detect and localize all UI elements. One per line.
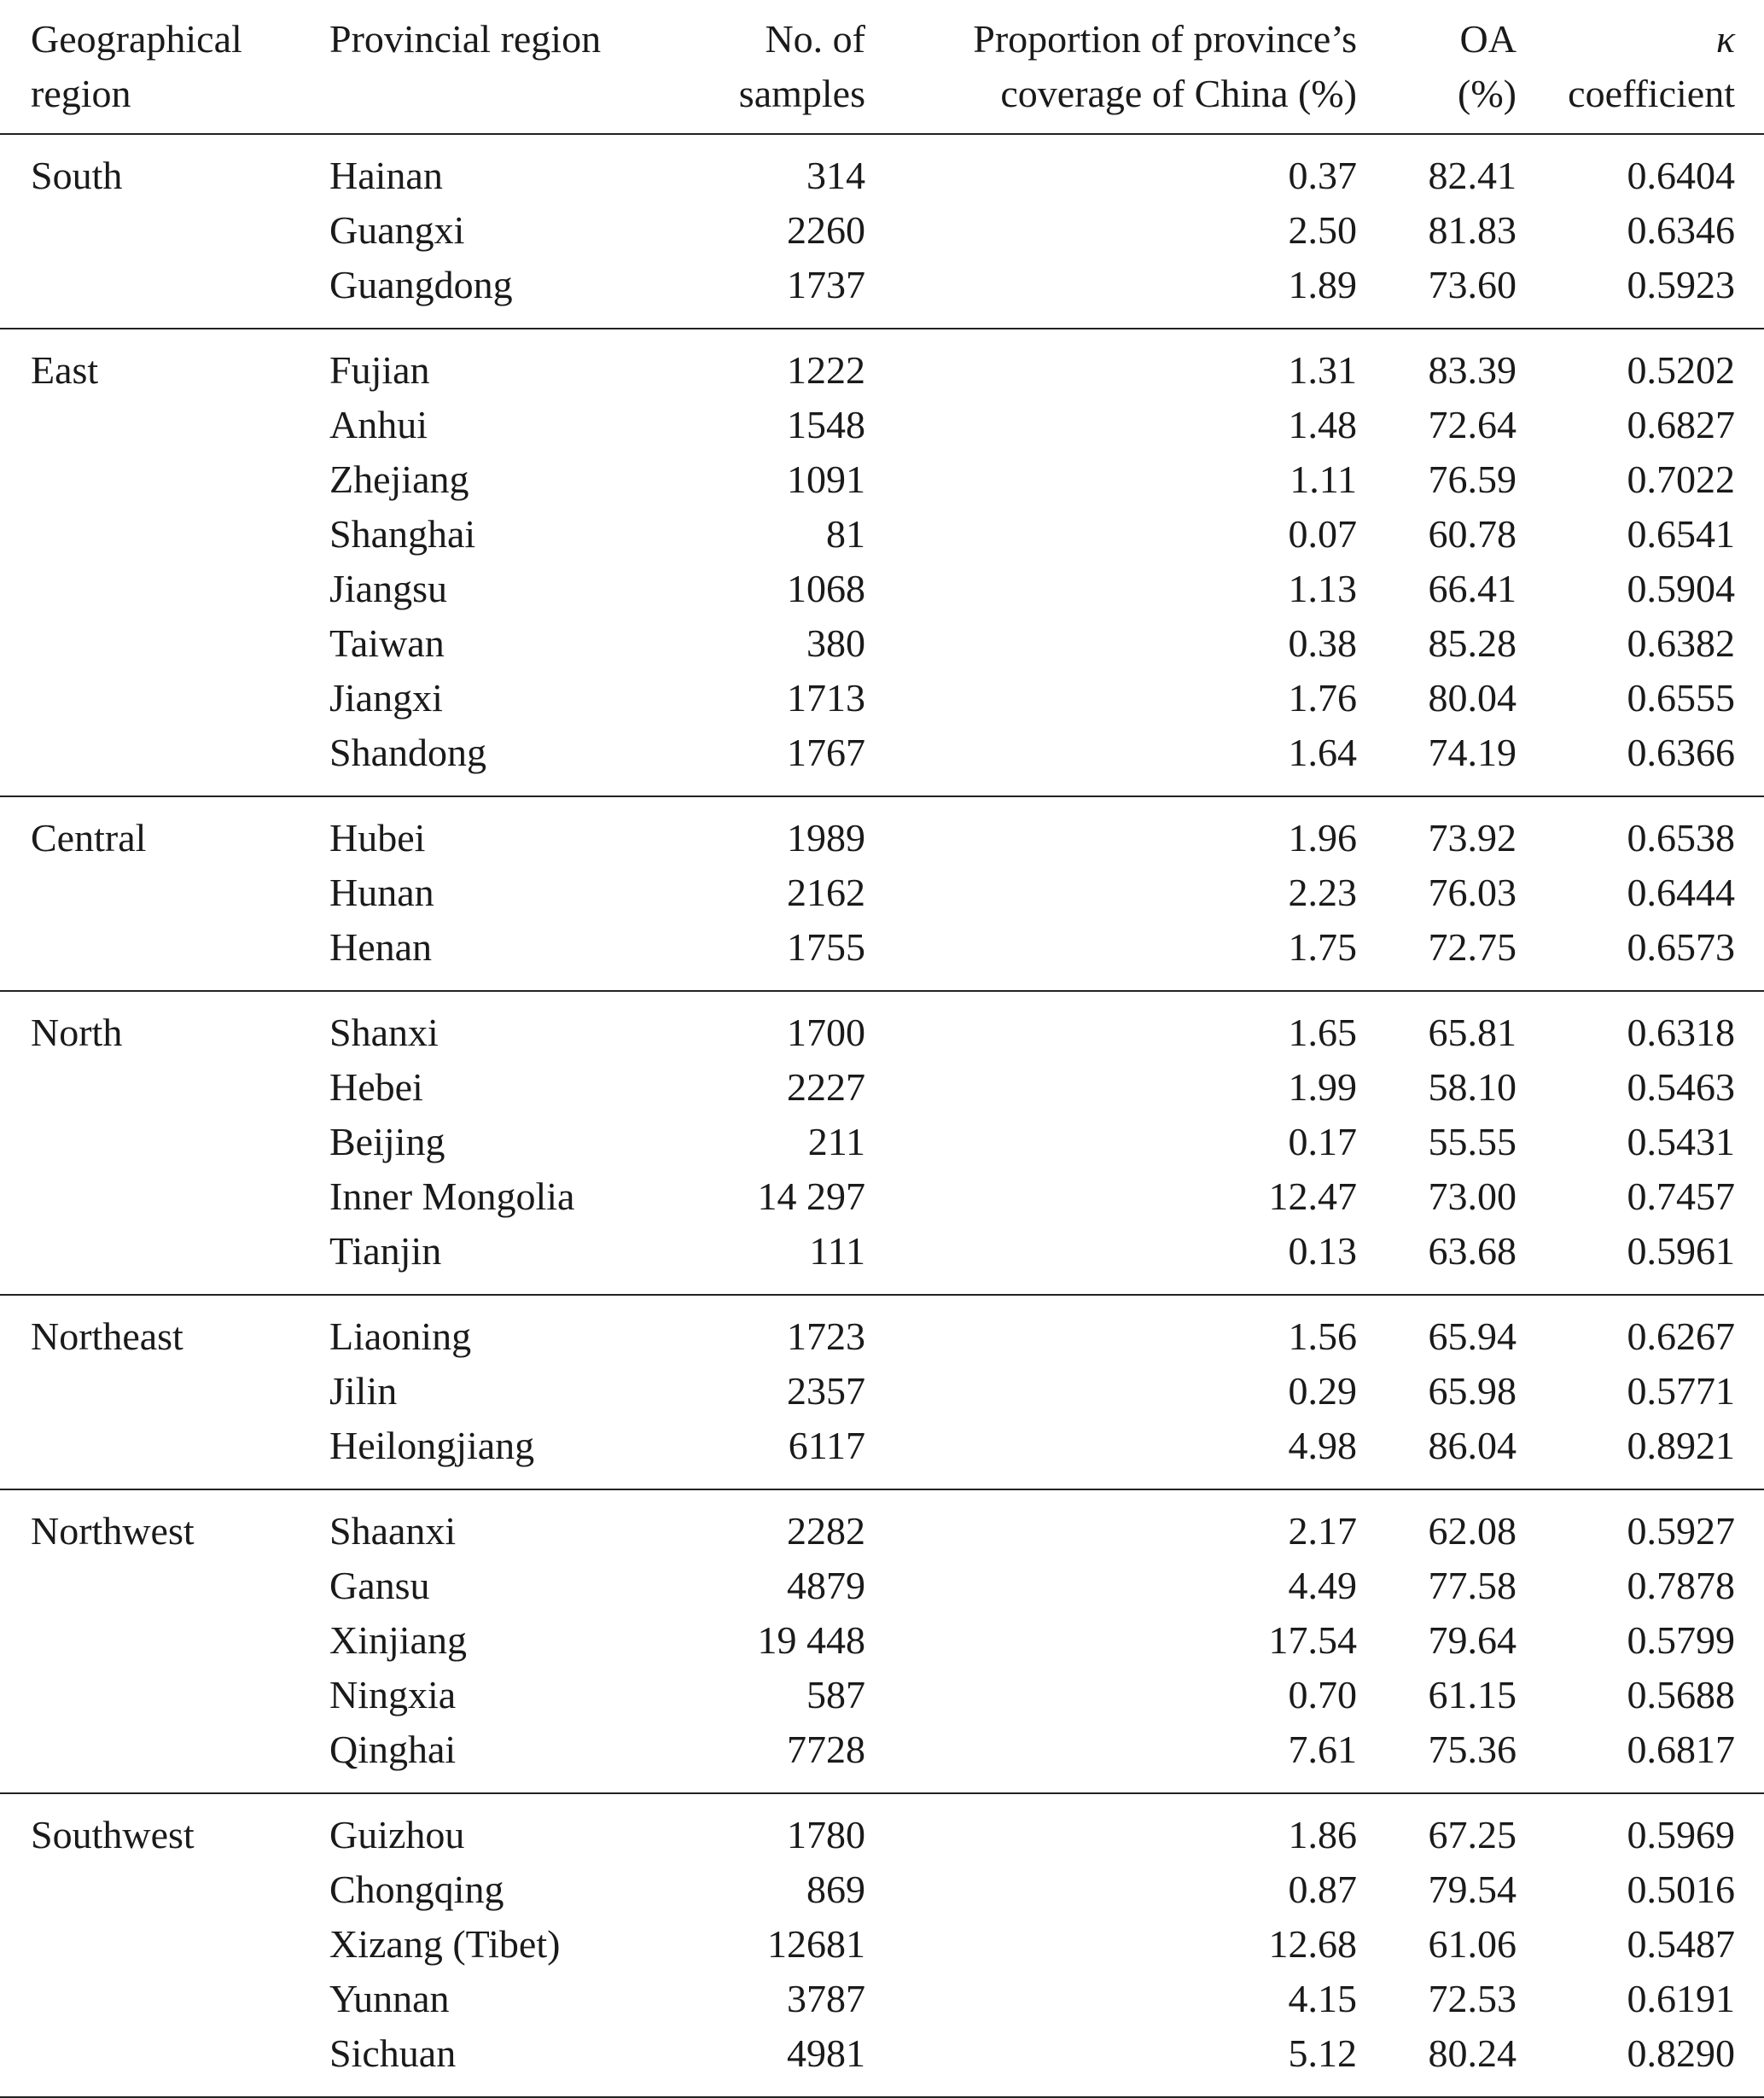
province-cell: Fujian: [329, 348, 430, 392]
samples-cell: 314: [806, 154, 865, 197]
oa-cell: 73.92: [1428, 816, 1517, 860]
province-cell: Shanghai: [329, 512, 476, 556]
kappa-cell: 0.5927: [1627, 1509, 1735, 1553]
proportion-cell: 1.64: [1288, 731, 1357, 774]
samples-cell: 111: [809, 1229, 865, 1273]
kappa-cell: 0.6573: [1627, 925, 1735, 969]
samples-cell: 211: [807, 1120, 865, 1163]
samples-cell: 1222: [787, 348, 865, 392]
oa-cell: 75.36: [1428, 1728, 1517, 1771]
oa-cell: 66.41: [1428, 567, 1517, 610]
proportion-cell: 0.37: [1288, 154, 1357, 197]
kappa-cell: 0.5016: [1627, 1868, 1735, 1911]
table-row: [0, 1489, 1764, 1559]
oa-cell: 80.04: [1428, 676, 1517, 720]
samples-cell: 14 297: [757, 1174, 865, 1218]
samples-cell: 1723: [787, 1314, 865, 1358]
oa-cell: 76.03: [1428, 871, 1517, 914]
kappa-cell: 0.6541: [1627, 512, 1735, 556]
proportion-cell: 0.29: [1288, 1369, 1357, 1413]
table-row: [0, 329, 1764, 398]
oa-cell: 79.64: [1428, 1618, 1517, 1662]
kappa-cell: 0.7878: [1627, 1564, 1735, 1607]
kappa-cell: 0.6404: [1627, 154, 1735, 197]
table-row: [0, 1793, 1764, 1862]
geographical-region-cell: Northwest: [31, 1509, 195, 1553]
proportion-cell: 4.98: [1288, 1424, 1357, 1467]
province-cell: Hunan: [329, 871, 434, 914]
geographical-region-cell: East: [31, 348, 99, 392]
samples-cell: 81: [826, 512, 865, 556]
province-cell: Guizhou: [329, 1813, 465, 1856]
samples-cell: 19 448: [757, 1618, 865, 1662]
oa-cell: 65.94: [1428, 1314, 1517, 1358]
oa-cell: 60.78: [1428, 512, 1517, 556]
province-cell: Shanxi: [329, 1011, 439, 1054]
proportion-cell: 0.70: [1288, 1673, 1357, 1716]
kappa-cell: 0.5431: [1627, 1120, 1735, 1163]
province-cell: Ningxia: [329, 1673, 457, 1716]
oa-cell: 83.39: [1428, 348, 1517, 392]
samples-cell: 380: [806, 621, 865, 665]
oa-cell: 67.25: [1428, 1813, 1517, 1856]
samples-cell: 587: [806, 1673, 865, 1716]
oa-cell: 72.53: [1428, 1977, 1517, 2020]
oa-cell: 74.19: [1428, 731, 1517, 774]
kappa-cell: 0.5487: [1627, 1922, 1735, 1966]
samples-cell: 1767: [787, 731, 865, 774]
kappa-cell: 0.6191: [1627, 1977, 1735, 2020]
province-cell: Chongqing: [329, 1868, 504, 1911]
province-cell: Hebei: [329, 1065, 423, 1109]
oa-cell: 79.54: [1428, 1868, 1517, 1911]
oa-cell: 55.55: [1428, 1120, 1517, 1163]
oa-cell: 65.81: [1428, 1011, 1517, 1054]
province-cell: Shandong: [329, 731, 486, 774]
kappa-cell: 0.6817: [1627, 1728, 1735, 1771]
header-no-of-samples: No. of samples: [738, 17, 865, 115]
province-cell: Jiangsu: [329, 567, 447, 610]
geographical-region-cell: South: [31, 154, 123, 197]
kappa-cell: 0.6444: [1627, 871, 1735, 914]
province-cell: Jiangxi: [329, 676, 443, 720]
province-cell: Sichuan: [329, 2031, 457, 2075]
proportion-cell: 2.23: [1288, 871, 1357, 914]
samples-cell: 2260: [787, 208, 865, 252]
header-kappa: κ coefficient: [1568, 17, 1735, 115]
kappa-cell: 0.7457: [1627, 1174, 1735, 1218]
oa-cell: 86.04: [1428, 1424, 1517, 1467]
table-row: [0, 1295, 1764, 1364]
table-header: [0, 0, 1764, 134]
kappa-cell: 0.6555: [1627, 676, 1735, 720]
oa-cell: 72.64: [1428, 403, 1517, 446]
table-row: [0, 796, 1764, 865]
proportion-cell: 1.86: [1288, 1813, 1357, 1856]
proportion-cell: 1.96: [1288, 816, 1357, 860]
kappa-cell: 0.5202: [1627, 348, 1735, 392]
proportion-cell: 0.17: [1288, 1120, 1357, 1163]
province-cell: Guangxi: [329, 208, 465, 252]
samples-cell: 1989: [787, 816, 865, 860]
proportion-cell: 17.54: [1268, 1618, 1357, 1662]
kappa-cell: 0.6366: [1627, 731, 1735, 774]
header-oa: OA (%): [1458, 17, 1517, 115]
header-proportion: Proportion of province’s coverage of China (%): [973, 17, 1357, 115]
geographical-region-cell: Northeast: [31, 1314, 183, 1358]
oa-cell: 58.10: [1428, 1065, 1517, 1109]
samples-cell: 2282: [787, 1509, 865, 1553]
proportion-cell: 4.15: [1288, 1977, 1357, 2020]
samples-cell: 2227: [787, 1065, 865, 1109]
kappa-cell: 0.8290: [1627, 2031, 1735, 2075]
samples-cell: 1713: [787, 676, 865, 720]
province-cell: Shaanxi: [329, 1509, 457, 1553]
proportion-cell: 1.65: [1288, 1011, 1357, 1054]
proportion-cell: 2.17: [1288, 1509, 1357, 1553]
samples-cell: 7728: [787, 1728, 865, 1771]
table-body: [0, 134, 1764, 2097]
header-geographical-region: Geographical region: [31, 17, 242, 115]
proportion-cell: 1.75: [1288, 925, 1357, 969]
province-cell: Taiwan: [329, 621, 445, 665]
samples-cell: 12681: [767, 1922, 865, 1966]
samples-cell: 2357: [787, 1369, 865, 1413]
proportion-cell: 1.31: [1288, 348, 1357, 392]
kappa-cell: 0.6267: [1627, 1314, 1735, 1358]
samples-cell: 4879: [787, 1564, 865, 1607]
oa-cell: 61.06: [1428, 1922, 1517, 1966]
proportion-cell: 0.07: [1288, 512, 1357, 556]
kappa-cell: 0.6346: [1627, 208, 1735, 252]
proportion-cell: 2.50: [1288, 208, 1357, 252]
oa-cell: 77.58: [1428, 1564, 1517, 1607]
oa-cell: 76.59: [1428, 457, 1517, 501]
proportion-cell: 12.47: [1268, 1174, 1357, 1218]
proportion-cell: 7.61: [1288, 1728, 1357, 1771]
province-cell: Qinghai: [329, 1728, 457, 1771]
samples-cell: 1700: [787, 1011, 865, 1054]
proportion-cell: 1.11: [1290, 457, 1357, 501]
proportion-cell: 0.38: [1288, 621, 1357, 665]
oa-cell: 73.00: [1428, 1174, 1517, 1218]
kappa-cell: 0.5923: [1627, 263, 1735, 306]
proportion-cell: 1.13: [1288, 567, 1357, 610]
oa-cell: 85.28: [1428, 621, 1517, 665]
samples-cell: 1780: [787, 1813, 865, 1856]
kappa-cell: 0.5771: [1627, 1369, 1735, 1413]
samples-cell: 4981: [787, 2031, 865, 2075]
kappa-cell: 0.5688: [1627, 1673, 1735, 1716]
samples-cell: 869: [806, 1868, 865, 1911]
kappa-cell: 0.5904: [1627, 567, 1735, 610]
proportion-cell: 1.89: [1288, 263, 1357, 306]
province-cell: Anhui: [329, 403, 428, 446]
geographical-region-cell: North: [31, 1011, 123, 1054]
oa-cell: 72.75: [1428, 925, 1517, 969]
table-row: [0, 134, 1764, 203]
proportion-cell: 1.76: [1288, 676, 1357, 720]
province-cell: Beijing: [329, 1120, 445, 1163]
geographical-region-cell: Central: [31, 816, 147, 860]
proportion-cell: 4.49: [1288, 1564, 1357, 1607]
samples-cell: 1755: [787, 925, 865, 969]
oa-cell: 62.08: [1428, 1509, 1517, 1553]
province-cell: Inner Mongolia: [329, 1174, 575, 1218]
proportion-cell: 1.99: [1288, 1065, 1357, 1109]
province-cell: Zhejiang: [329, 457, 469, 501]
province-cell: Xizang (Tibet): [329, 1922, 561, 1966]
samples-cell: 1737: [787, 263, 865, 306]
oa-cell: 63.68: [1428, 1229, 1517, 1273]
province-cell: Jilin: [329, 1369, 398, 1413]
province-cell: Guangdong: [329, 263, 513, 306]
kappa-cell: 0.7022: [1627, 457, 1735, 501]
oa-cell: 65.98: [1428, 1369, 1517, 1413]
oa-cell: 61.15: [1428, 1673, 1517, 1716]
oa-cell: 80.24: [1428, 2031, 1517, 2075]
province-cell: Xinjiang: [329, 1618, 467, 1662]
proportion-cell: 12.68: [1268, 1922, 1357, 1966]
geographical-region-cell: Southwest: [31, 1813, 195, 1856]
proportion-cell: 1.56: [1288, 1314, 1357, 1358]
oa-cell: 73.60: [1428, 263, 1517, 306]
proportion-cell: 1.48: [1288, 403, 1357, 446]
samples-cell: 1548: [787, 403, 865, 446]
kappa-cell: 0.5463: [1627, 1065, 1735, 1109]
kappa-cell: 0.5969: [1627, 1813, 1735, 1856]
province-cell: Hubei: [329, 816, 426, 860]
province-cell: Liaoning: [329, 1314, 472, 1358]
province-cell: Tianjin: [329, 1229, 442, 1273]
kappa-cell: 0.6538: [1627, 816, 1735, 860]
kappa-cell: 0.8921: [1627, 1424, 1735, 1467]
proportion-cell: 0.13: [1288, 1229, 1357, 1273]
proportion-cell: 0.87: [1288, 1868, 1357, 1911]
province-cell: Yunnan: [329, 1977, 450, 2020]
kappa-cell: 0.6382: [1627, 621, 1735, 665]
samples-cell: 2162: [787, 871, 865, 914]
kappa-cell: 0.5961: [1627, 1229, 1735, 1273]
kappa-cell: 0.5799: [1627, 1618, 1735, 1662]
kappa-cell: 0.6318: [1627, 1011, 1735, 1054]
samples-cell: 1091: [787, 457, 865, 501]
province-cell: Henan: [329, 925, 433, 969]
samples-cell: 6117: [788, 1424, 865, 1467]
kappa-cell: 0.6827: [1627, 403, 1735, 446]
oa-cell: 82.41: [1428, 154, 1517, 197]
province-cell: Gansu: [329, 1564, 430, 1607]
province-cell: Heilongjiang: [329, 1424, 535, 1467]
header-row: [0, 0, 1764, 134]
oa-cell: 81.83: [1428, 208, 1517, 252]
proportion-cell: 5.12: [1288, 2031, 1357, 2075]
samples-cell: 3787: [787, 1977, 865, 2020]
province-cell: Hainan: [329, 154, 443, 197]
samples-cell: 1068: [787, 567, 865, 610]
table-row: [0, 991, 1764, 1060]
header-provincial-region: Provincial region: [329, 17, 602, 61]
